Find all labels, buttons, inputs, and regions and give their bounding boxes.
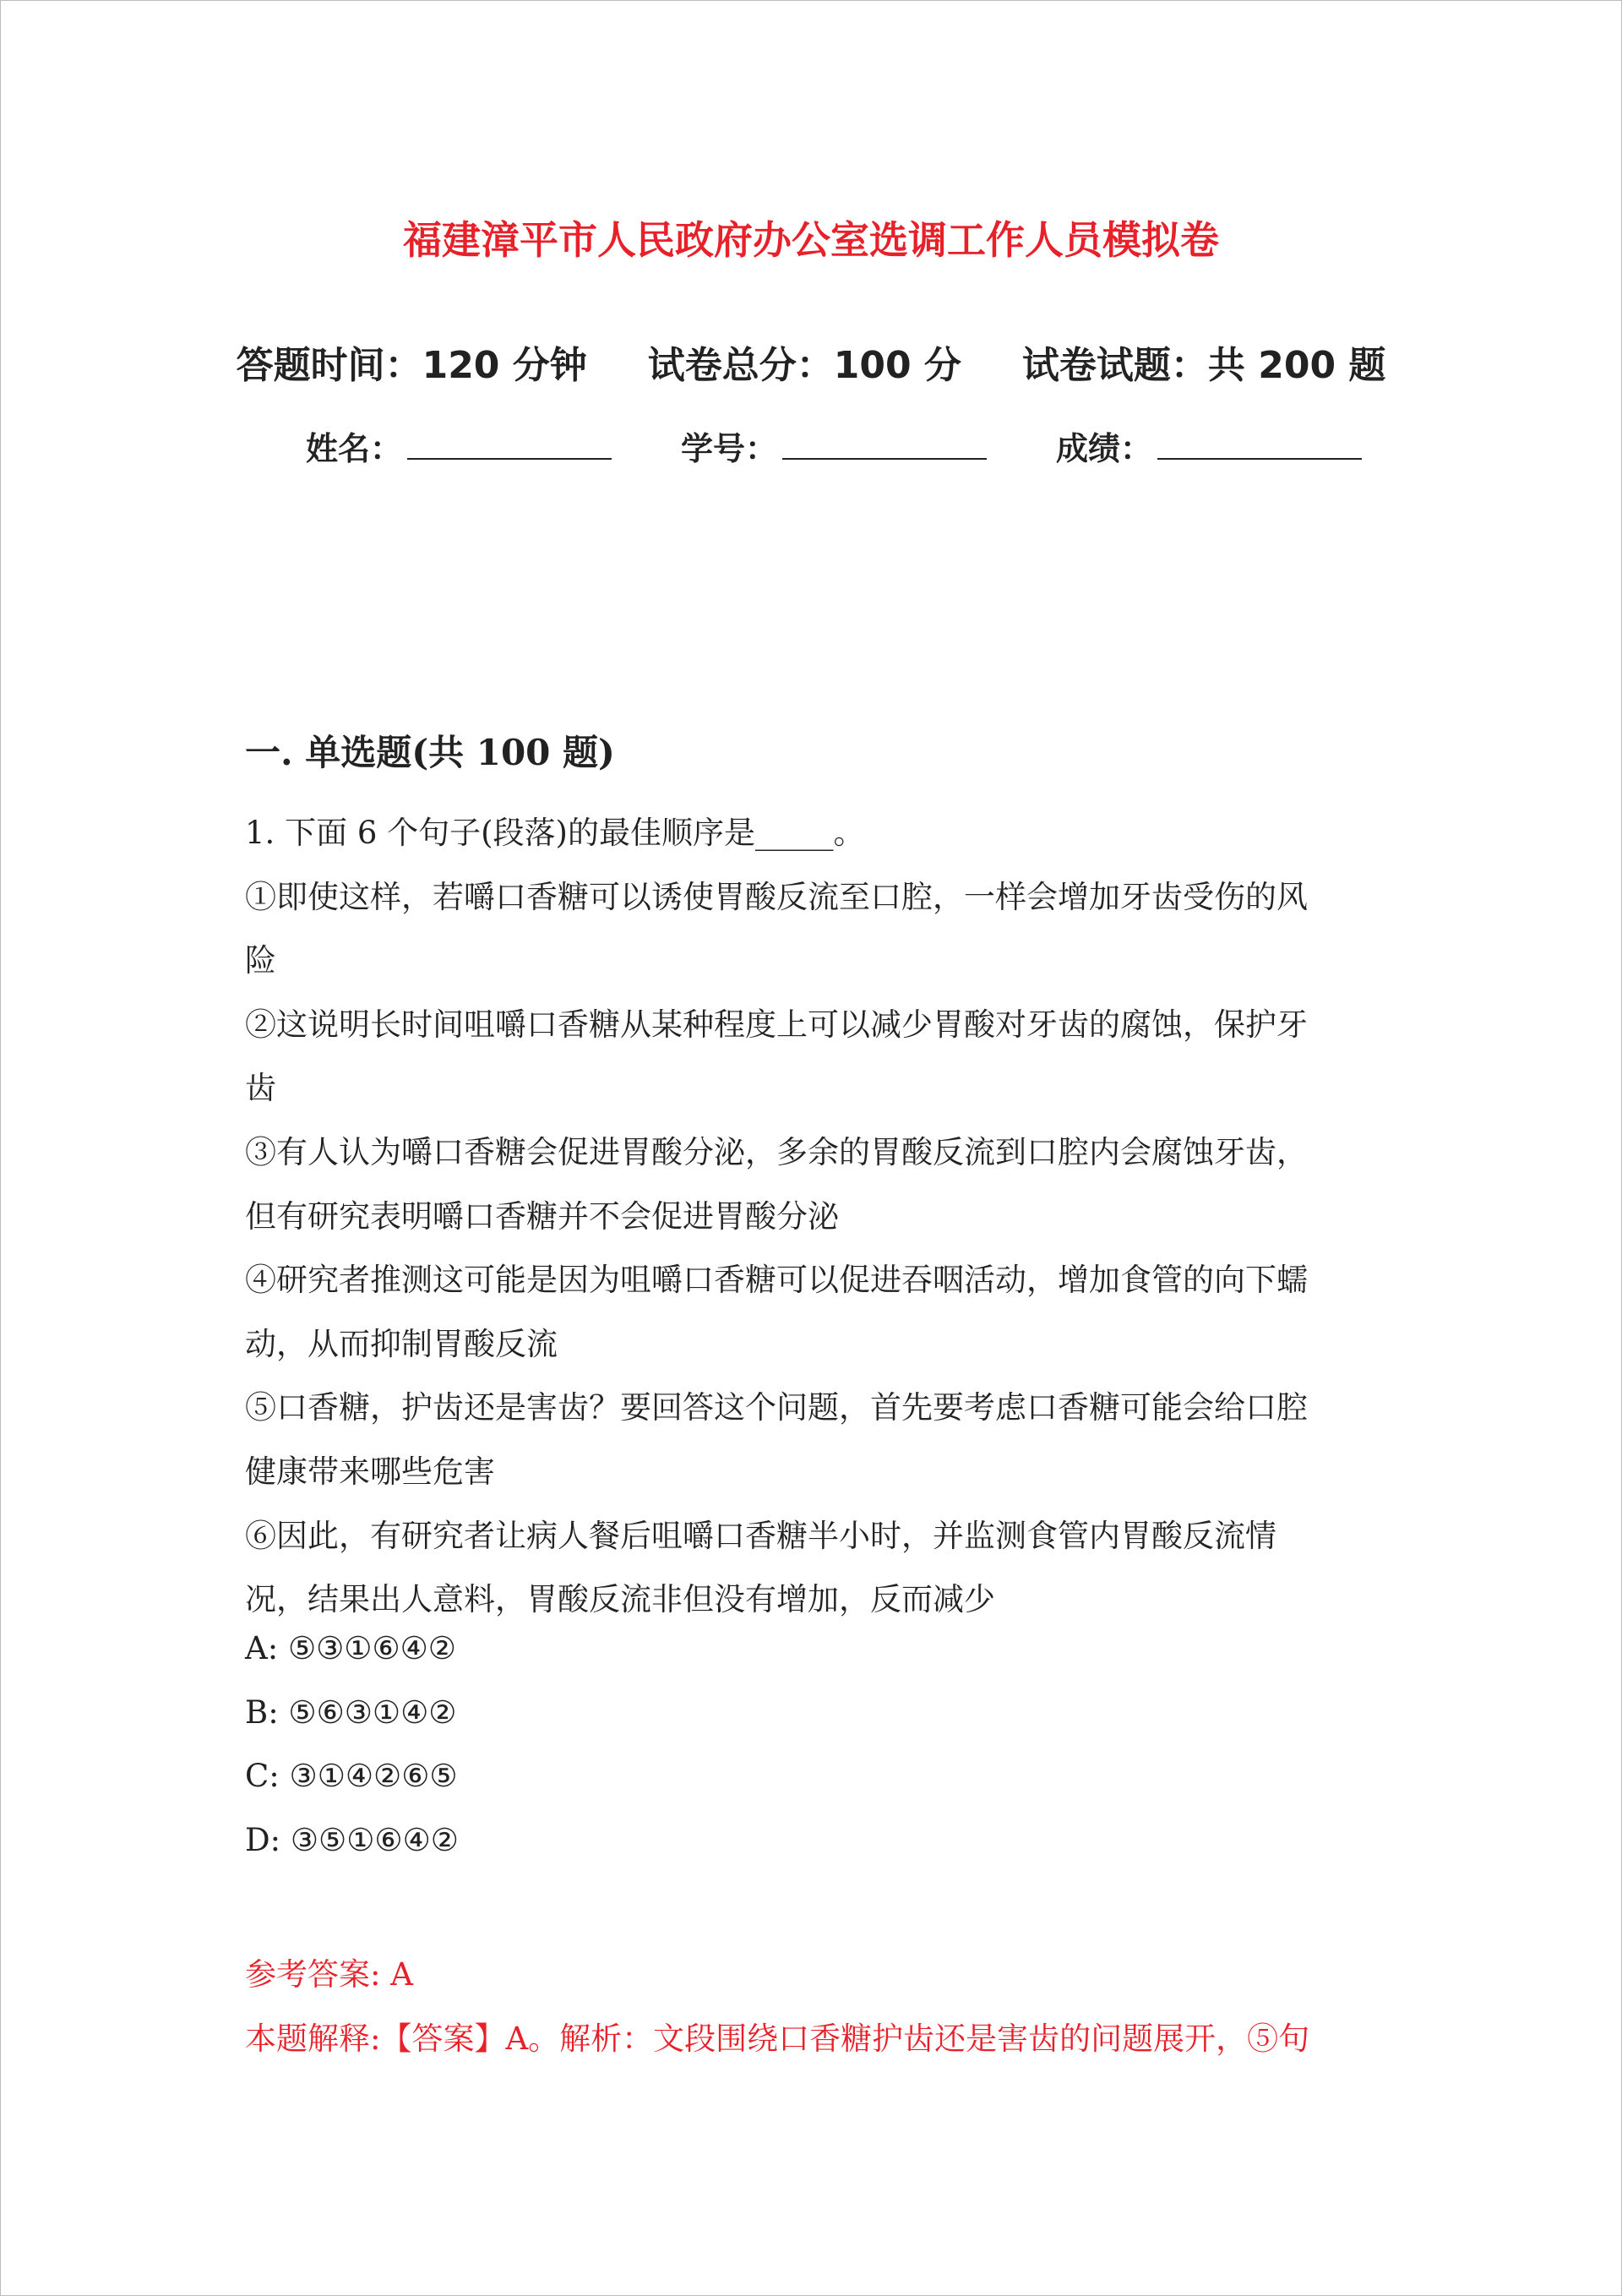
question-line: 但有研究表明嚼口香糖并不会促进胃酸分泌 xyxy=(245,1197,839,1235)
question-line: ④研究者推测这可能是因为咀嚼口香糖可以促进吞咽活动，增加食管的向下蠕 xyxy=(245,1262,1308,1299)
student-id-blank xyxy=(782,429,987,460)
exam-info-row xyxy=(0,335,1622,389)
question-line: ⑥因此，有研究者让病人餐后咀嚼口香糖半小时，并监测食管内胃酸反流情 xyxy=(245,1517,1276,1554)
exam-total-score: 试卷总分：100 分 xyxy=(647,344,961,387)
option-d: D: ③⑤①⑥④② xyxy=(245,1821,459,1858)
score-field xyxy=(1056,423,1362,469)
student-id-label: 学号： xyxy=(680,430,777,467)
question-line: 健康带来哪些危害 xyxy=(245,1453,495,1490)
reference-answer: 参考答案: A xyxy=(245,1956,413,1993)
student-id-field xyxy=(681,423,987,469)
question-line: 险 xyxy=(245,942,276,979)
student-fields-row xyxy=(306,423,1362,469)
question-line: ①即使这样，若嚼口香糖可以诱使胃酸反流至口腔，一样会增加牙齿受伤的风 xyxy=(245,878,1308,915)
question-body xyxy=(245,801,1369,1632)
name-label: 姓名： xyxy=(306,430,403,467)
exam-time: 答题时间：120 分钟 xyxy=(236,344,587,387)
answer-options xyxy=(245,1617,459,1872)
name-blank xyxy=(407,429,612,460)
option-b: B: ⑤⑥③①④② xyxy=(245,1693,457,1731)
name-field xyxy=(306,423,612,469)
document-title: 福建漳平市人民政府办公室选调工作人员模拟卷 xyxy=(403,217,1219,263)
option-a: A: ⑤③①⑥④② xyxy=(245,1630,456,1666)
answer-block xyxy=(245,1943,1369,2070)
question-line: 况，结果出人意料，胃酸反流非但没有增加，反而减少 xyxy=(245,1581,995,1618)
question-line: ③有人认为嚼口香糖会促进胃酸分泌，多余的胃酸反流到口腔内会腐蚀牙齿， xyxy=(245,1133,1308,1170)
question-stem: 1. 下面 6 个句子(段落)的最佳顺序是_____。 xyxy=(245,815,865,851)
section-heading: 一. 单选题(共 100 题) xyxy=(245,732,615,773)
question-line: ②这说明长时间咀嚼口香糖从某种程度上可以减少胃酸对牙齿的腐蚀，保护牙 xyxy=(245,1006,1308,1043)
question-line: 动，从而抑制胃酸反流 xyxy=(245,1325,558,1362)
answer-explanation: 本题解释:【答案】A。解析：文段围绕口香糖护齿还是害齿的问题展开，⑤句 xyxy=(245,2020,1310,2057)
score-label: 成绩： xyxy=(1055,430,1152,467)
score-blank xyxy=(1157,429,1362,460)
exam-question-count: 试卷试题：共 200 题 xyxy=(1021,344,1386,387)
option-c: C: ③①④②⑥⑤ xyxy=(245,1758,458,1794)
question-line: 齿 xyxy=(245,1070,276,1107)
question-line: ⑤口香糖，护齿还是害齿？要回答这个问题，首先要考虑口香糖可能会给口腔 xyxy=(245,1389,1308,1426)
